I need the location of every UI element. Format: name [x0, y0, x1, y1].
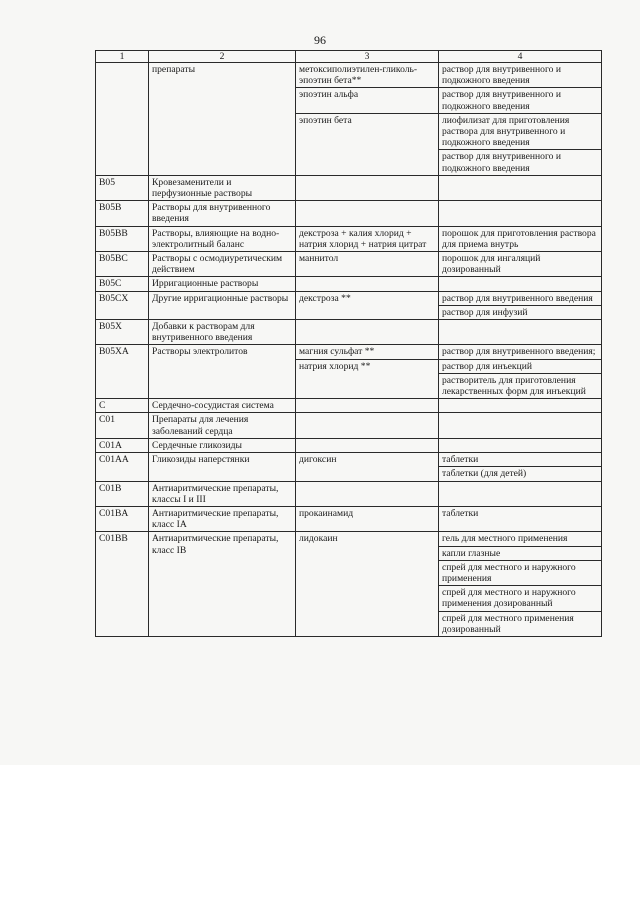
- group-name: Гликозиды наперстянки: [149, 453, 296, 481]
- drug-name: [296, 413, 439, 438]
- dosage-form: спрей для местного применения дозированный: [439, 611, 602, 636]
- drug-name: лидокаин: [296, 532, 439, 637]
- dosage-form: таблетки: [439, 506, 602, 531]
- group-name: Кровезаменители и перфузионные растворы: [149, 175, 296, 200]
- group-name: Другие ирригационные растворы: [149, 291, 296, 319]
- drug-name: [296, 201, 439, 226]
- atc-code: C01AA: [96, 453, 149, 481]
- table-row: [96, 506, 602, 531]
- table-row: [96, 175, 602, 200]
- drug-name: [296, 399, 439, 413]
- table-row: [96, 63, 602, 88]
- header-cell: 2: [149, 51, 296, 63]
- drug-name: эпоэтин бета: [296, 113, 439, 175]
- drug-name: [296, 175, 439, 200]
- group-name: Растворы для внутривенного введения: [149, 201, 296, 226]
- dosage-form: раствор для внутривенного и подкожного введения: [439, 150, 602, 175]
- dosage-form: порошок для приготовления раствора для приема внутрь: [439, 226, 602, 251]
- header-cell: 1: [96, 51, 149, 63]
- dosage-form: раствор для внутривенного и подкожного введения: [439, 63, 602, 88]
- atc-code: C01: [96, 413, 149, 438]
- group-name: Растворы с осмодиуретическим действием: [149, 252, 296, 277]
- drug-name: маннитол: [296, 252, 439, 277]
- dosage-form: раствор для внутривенного введения;: [439, 345, 602, 359]
- dosage-form: [439, 438, 602, 452]
- group-name: Ирригационные растворы: [149, 277, 296, 291]
- group-name: Препараты для лечения заболеваний сердца: [149, 413, 296, 438]
- table-row: [96, 345, 602, 359]
- dosage-form: раствор для внутривенного и подкожного введения: [439, 88, 602, 113]
- dosage-form: растворитель для приготовления лекарственных форм для инъекций: [439, 373, 602, 398]
- drug-name: [296, 320, 439, 345]
- table-row: [96, 291, 602, 305]
- page-number: 96: [314, 33, 326, 47]
- drug-table-body: [96, 51, 602, 637]
- drug-table: [95, 50, 602, 637]
- atc-code: B05CX: [96, 291, 149, 319]
- atc-code: C01BB: [96, 532, 149, 637]
- atc-code: B05X: [96, 320, 149, 345]
- table-row: [96, 320, 602, 345]
- group-name: Добавки к растворам для внутривенного введения: [149, 320, 296, 345]
- atc-code: B05: [96, 175, 149, 200]
- table-row: [96, 481, 602, 506]
- dosage-form: [439, 413, 602, 438]
- dosage-form: гель для местного применения: [439, 532, 602, 546]
- dosage-form: раствор для инфузий: [439, 305, 602, 319]
- atc-code: B05BC: [96, 252, 149, 277]
- atc-code: B05C: [96, 277, 149, 291]
- table-row: [96, 399, 602, 413]
- table-row: [96, 438, 602, 452]
- drug-name: дигоксин: [296, 453, 439, 481]
- group-name: Антиаритмические препараты, классы I и III: [149, 481, 296, 506]
- drug-name: натрия хлорид **: [296, 359, 439, 399]
- dosage-form: раствор для внутривенного введения: [439, 291, 602, 305]
- drug-name: декстроза + калия хлорид + натрия хлорид + натрия цитрат: [296, 226, 439, 251]
- table-row: [96, 252, 602, 277]
- dosage-form: таблетки: [439, 453, 602, 467]
- dosage-form: [439, 175, 602, 200]
- atc-code: C01B: [96, 481, 149, 506]
- table-row: [96, 277, 602, 291]
- table-row: [96, 201, 602, 226]
- dosage-form: [439, 277, 602, 291]
- group-name: Антиаритмические препараты, класс IB: [149, 532, 296, 637]
- dosage-form: [439, 481, 602, 506]
- drug-name: [296, 481, 439, 506]
- drug-name: магния сульфат **: [296, 345, 439, 359]
- dosage-form: порошок для ингаляций дозированный: [439, 252, 602, 277]
- group-name: препараты: [149, 63, 296, 176]
- atc-code: C01A: [96, 438, 149, 452]
- dosage-form: таблетки (для детей): [439, 467, 602, 481]
- table-row: [96, 226, 602, 251]
- group-name: Растворы, влияющие на водно-электролитный баланс: [149, 226, 296, 251]
- group-name: Растворы электролитов: [149, 345, 296, 399]
- atc-code: B05B: [96, 201, 149, 226]
- drug-name: метоксиполиэтилен-гликоль-эпоэтин бета**: [296, 63, 439, 88]
- group-name: Антиаритмические препараты, класс IA: [149, 506, 296, 531]
- dosage-form: [439, 399, 602, 413]
- header-cell: 4: [439, 51, 602, 63]
- table-row: [96, 453, 602, 467]
- group-name: Сердечные гликозиды: [149, 438, 296, 452]
- dosage-form: спрей для местного и наружного применения дозированный: [439, 586, 602, 611]
- header-row: [96, 51, 602, 63]
- drug-name: [296, 438, 439, 452]
- dosage-form: [439, 320, 602, 345]
- group-name: Сердечно-сосудистая система: [149, 399, 296, 413]
- table-row: [96, 532, 602, 546]
- atc-code: B05BB: [96, 226, 149, 251]
- dosage-form: лиофилизат для приготовления раствора для внутривенного и подкожного введения: [439, 113, 602, 150]
- atc-code: C01BA: [96, 506, 149, 531]
- dosage-form: спрей для местного и наружного применения: [439, 560, 602, 585]
- dosage-form: раствор для инъекций: [439, 359, 602, 373]
- dosage-form: капли глазные: [439, 546, 602, 560]
- header-cell: 3: [296, 51, 439, 63]
- drug-name: прокаинамид: [296, 506, 439, 531]
- table-row: [96, 413, 602, 438]
- dosage-form: [439, 201, 602, 226]
- drug-name: эпоэтин альфа: [296, 88, 439, 113]
- atc-code: [96, 63, 149, 176]
- drug-name: декстроза **: [296, 291, 439, 319]
- atc-code: C: [96, 399, 149, 413]
- atc-code: B05XA: [96, 345, 149, 399]
- drug-name: [296, 277, 439, 291]
